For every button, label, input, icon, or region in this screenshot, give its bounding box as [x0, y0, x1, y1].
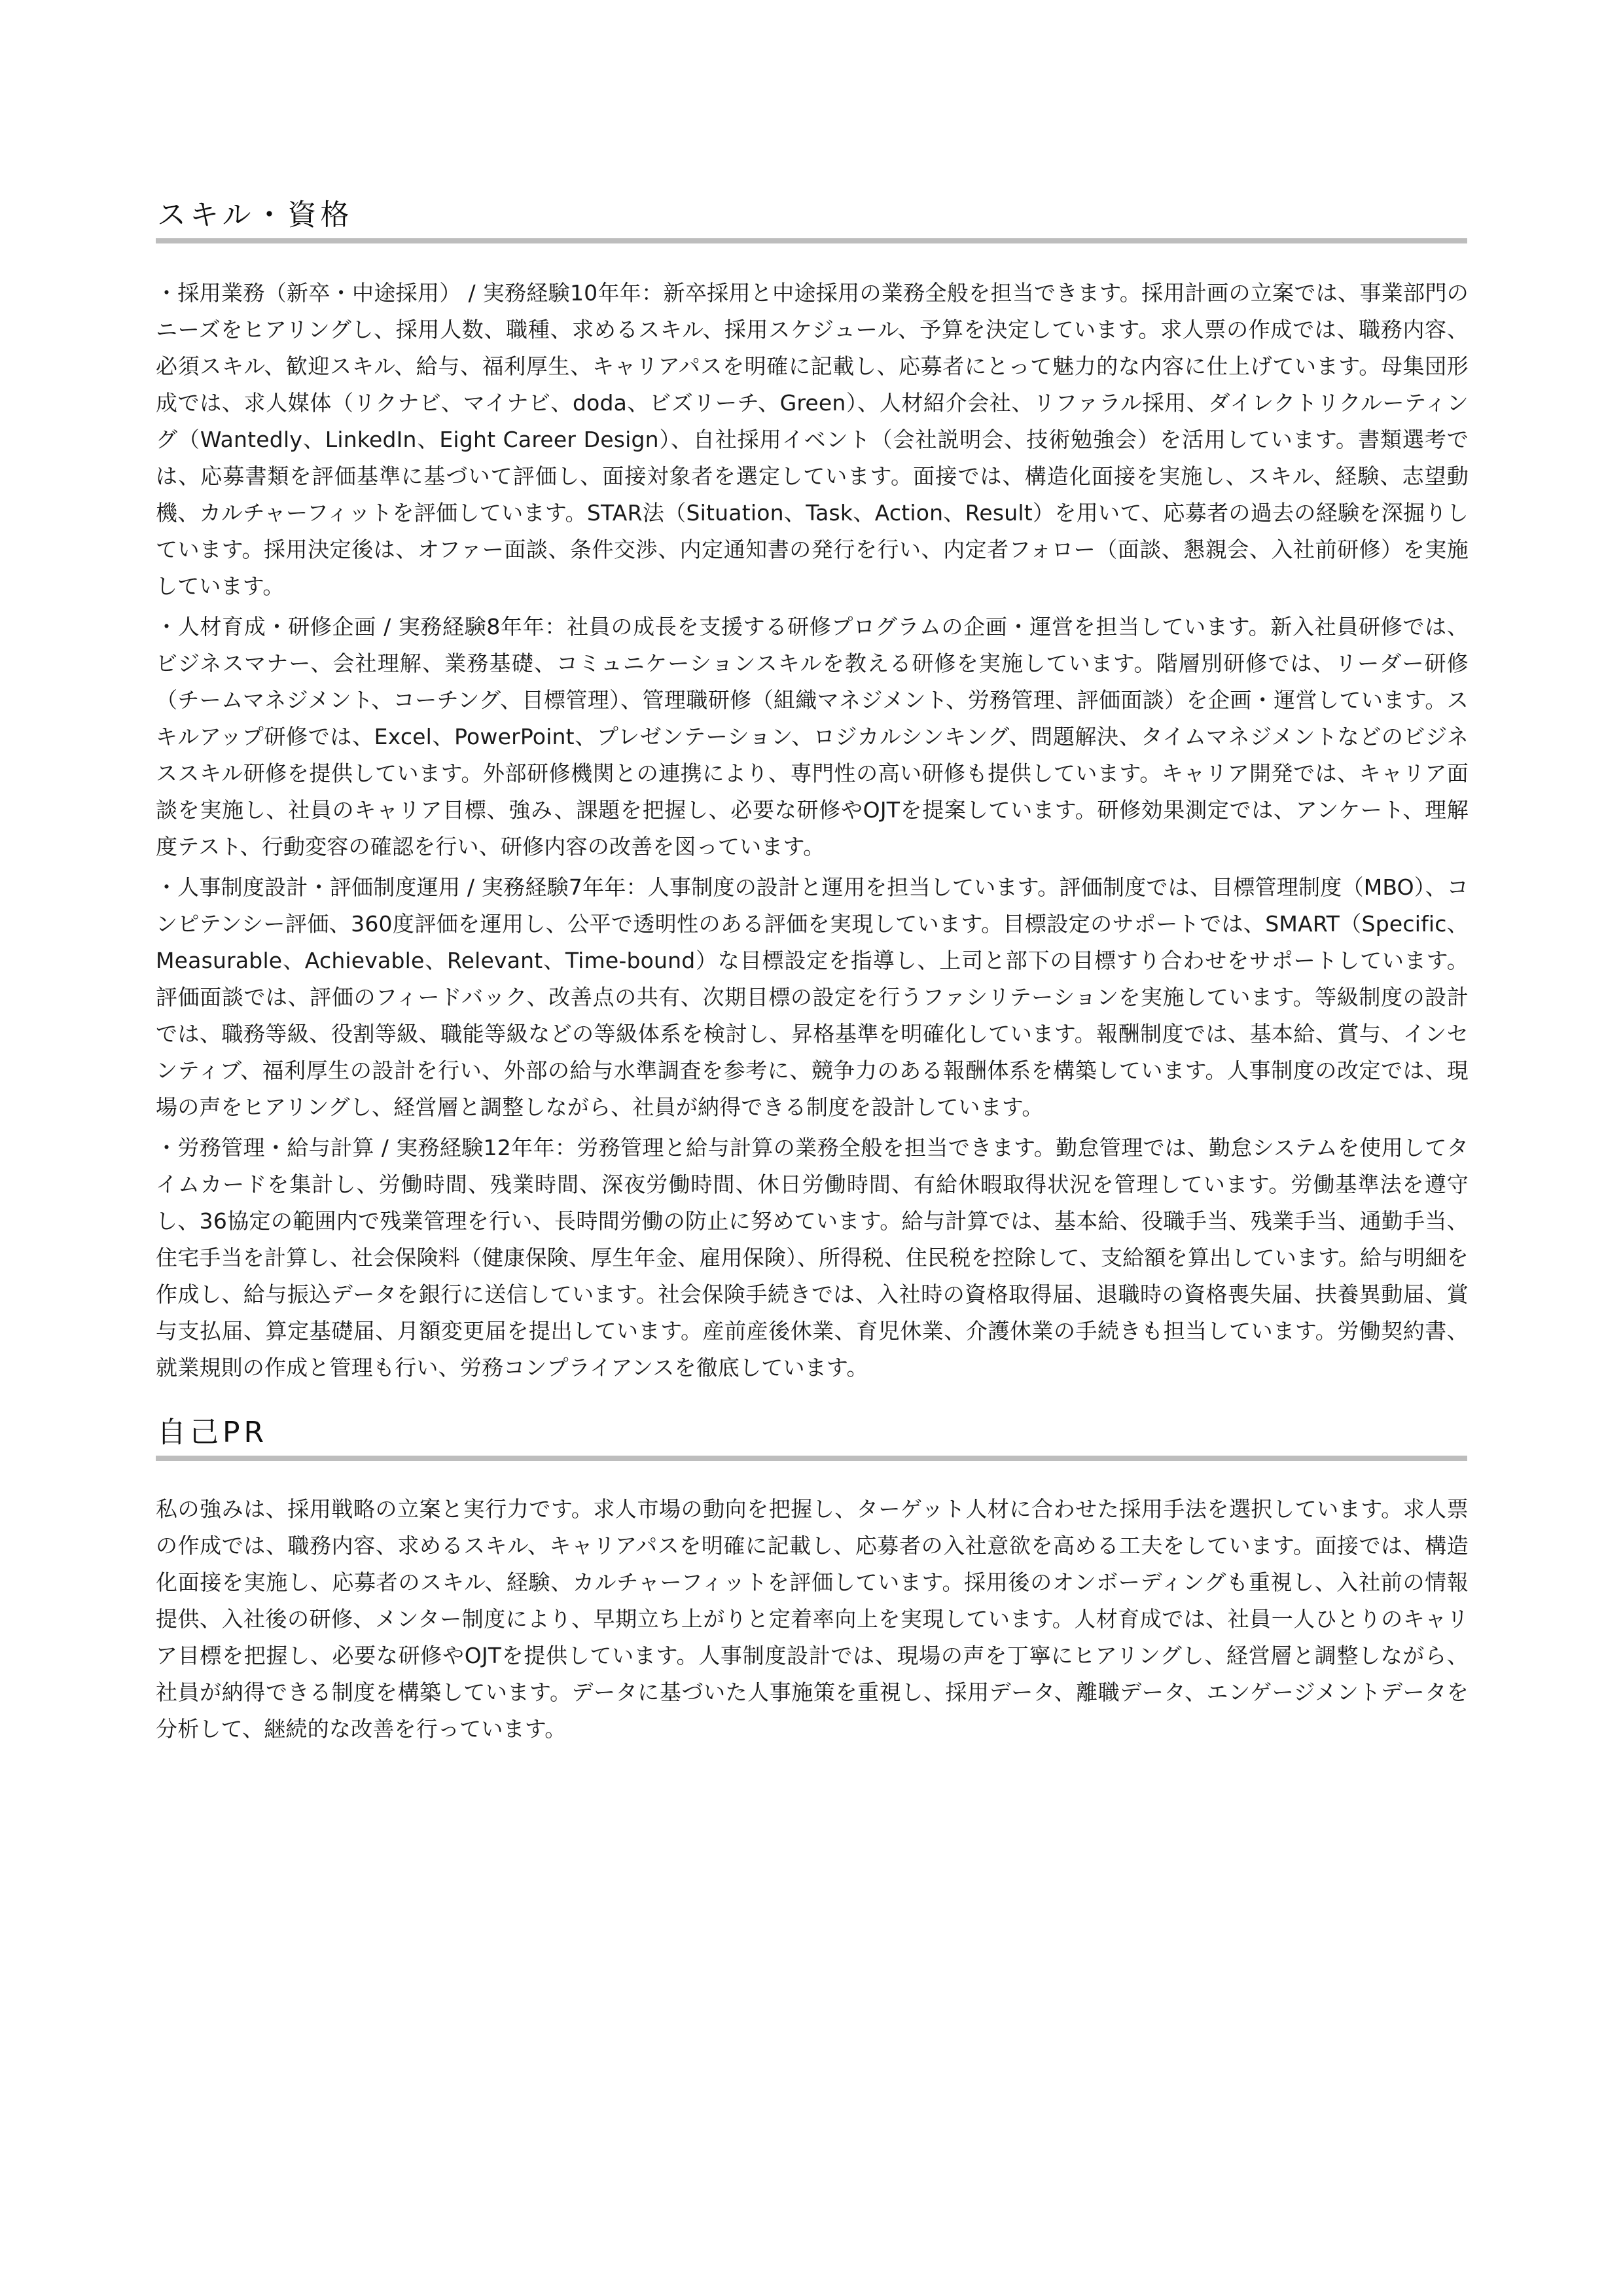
self-pr-section-title: 自己PR — [157, 1416, 268, 1449]
skills-list — [156, 275, 1469, 1386]
self-pr-text: 私の強みは、採用戦略の立案と実行力です。求人市場の動向を把握し、ターゲット人材に合わせた採用手法を選択しています。求人票の作成では、職務内容、求めるスキル、キャリアパスを明確に記載し、応募者の入社意欲を高める工夫をしています。面接では、構造化面接を実施し、応募者のスキル、経験、カルチャーフィットを評価しています。採用後のオンボーディングも重視し、入社前の情報提供、入社後の研修、メンター制度により、早期立ち上がりと定着率向上を実現しています。人材育成では、社員一人ひとりのキャリア目標を把握し、必要な研修やOJTを提供しています。人事制度設計では、現場の声を丁寧にヒアリングし、経営層と調整しながら、社員が納得できる制度を構築しています。データに基づいた人事施策を重視し、採用データ、離職データ、エンゲージメントデータを分析して、継続的な改善を行っています。 — [156, 1496, 1469, 1742]
section-divider — [156, 1456, 1467, 1461]
skills-section-title: スキル・資格 — [157, 198, 353, 232]
skill-item-recruiting: ・採用業務（新卒・中途採用） / 実務経験10年年：新卒採用と中途採用の業務全般を担当できます。採用計画の立案では、事業部門のニーズをヒアリングし、採用人数、職種、求めるスキル、採用スケジュール、予算を決定しています。求人票の作成では、職務内容、必須スキル、歓迎スキル、給与、福利厚生、キャリアパスを明確に記載し、応募者にとって魅力的な内容に仕上げています。母集団形成では、求人媒体（リクナビ、マイナビ、doda、ビズリーチ、Green）、人材紹介会社、リファラル採用、ダイレクトリクルーティング（Wantedly、LinkedIn、Eight Career Design）、自社採用イベント（会社説明会、技術勉強会）を活用しています。書類選考では、応募書類を評価基準に基づいて評価し、面接対象者を選定しています。面接では、構造化面接を実施し、スキル、経験、志望動機、カルチャーフィットを評価しています。STAR法（Situation、Task、Action、Result）を用いて、応募者の過去の経験を深掘りしています。採用決定後は、オファー面談、条件交渉、内定通知書の発行を行い、内定者フォロー（面談、懇親会、入社前研修）を実施しています。 — [156, 280, 1469, 599]
skill-item-labor-payroll: ・労務管理・給与計算 / 実務経験12年年：労務管理と給与計算の業務全般を担当できます。勤怠管理では、勤怠システムを使用してタイムカードを集計し、労働時間、残業時間、深夜労働時間、休日労働時間、有給休暇取得状況を管理しています。労働基準法を遵守し、36協定の範囲内で残業管理を行い、長時間労働の防止に努めています。給与計算では、基本給、役職手当、残業手当、通勤手当、住宅手当を計算し、社会保険料（健康保険、厚生年金、雇用保険）、所得税、住民税を控除して、支給額を算出しています。給与明細を作成し、給与振込データを銀行に送信しています。社会保険手続きでは、入社時の資格取得届、退職時の資格喪失届、扶養異動届、賞与支払届、算定基礎届、月額変更届を提出しています。産前産後休業、育児休業、介護休業の手続きも担当しています。労働契約書、就業規則の作成と管理も行い、労務コンプライアンスを徹底しています。 — [156, 1135, 1469, 1380]
skill-item-training: ・人材育成・研修企画 / 実務経験8年年：社員の成長を支援する研修プログラムの企画・運営を担当しています。新入社員研修では、ビジネスマナー、会社理解、業務基礎、コミュニケーションスキルを教える研修を実施しています。階層別研修では、リーダー研修（チームマネジメント、コーチング、目標管理）、管理職研修（組織マネジメント、労務管理、評価面談）を企画・運営しています。スキルアップ研修では、Excel、PowerPoint、プレゼンテーション、ロジカルシンキング、問題解決、タイムマネジメントなどのビジネススキル研修を提供しています。外部研修機関との連携により、専門性の高い研修も提供しています。キャリア開発では、キャリア面談を実施し、社員のキャリア目標、強み、課題を把握し、必要な研修やOJTを提案しています。研修効果測定では、アンケート、理解度テスト、行動変容の確認を行い、研修内容の改善を図っています。 — [156, 614, 1469, 859]
skill-item-hr-system-design: ・人事制度設計・評価制度運用 / 実務経験7年年：人事制度の設計と運用を担当しています。評価制度では、目標管理制度（MBO）、コンピテンシー評価、360度評価を運用し、公平で透明性のある評価を実現しています。目標設定のサポートでは、SMART（Specific、Measurable、Achievable、Relevant、Time-bound）な目標設定を指導し、上司と部下の目標すり合わせをサポートしています。評価面談では、評価のフィードバック、改善点の共有、次期目標の設定を行うファシリテーションを実施しています。等級制度の設計では、職務等級、役割等級、職能等級などの等級体系を検討し、昇格基準を明確化しています。報酬制度では、基本給、賞与、インセンティブ、福利厚生の設計を行い、外部の給与水準調査を参考に、競争力のある報酬体系を構築しています。人事制度の改定では、現場の声をヒアリングし、経営層と調整しながら、社員が納得できる制度を設計しています。 — [156, 874, 1469, 1120]
self-pr-section — [156, 1414, 1469, 1749]
skills-section — [156, 196, 1469, 1388]
section-divider — [156, 238, 1467, 243]
self-pr-body — [156, 1491, 1469, 1748]
